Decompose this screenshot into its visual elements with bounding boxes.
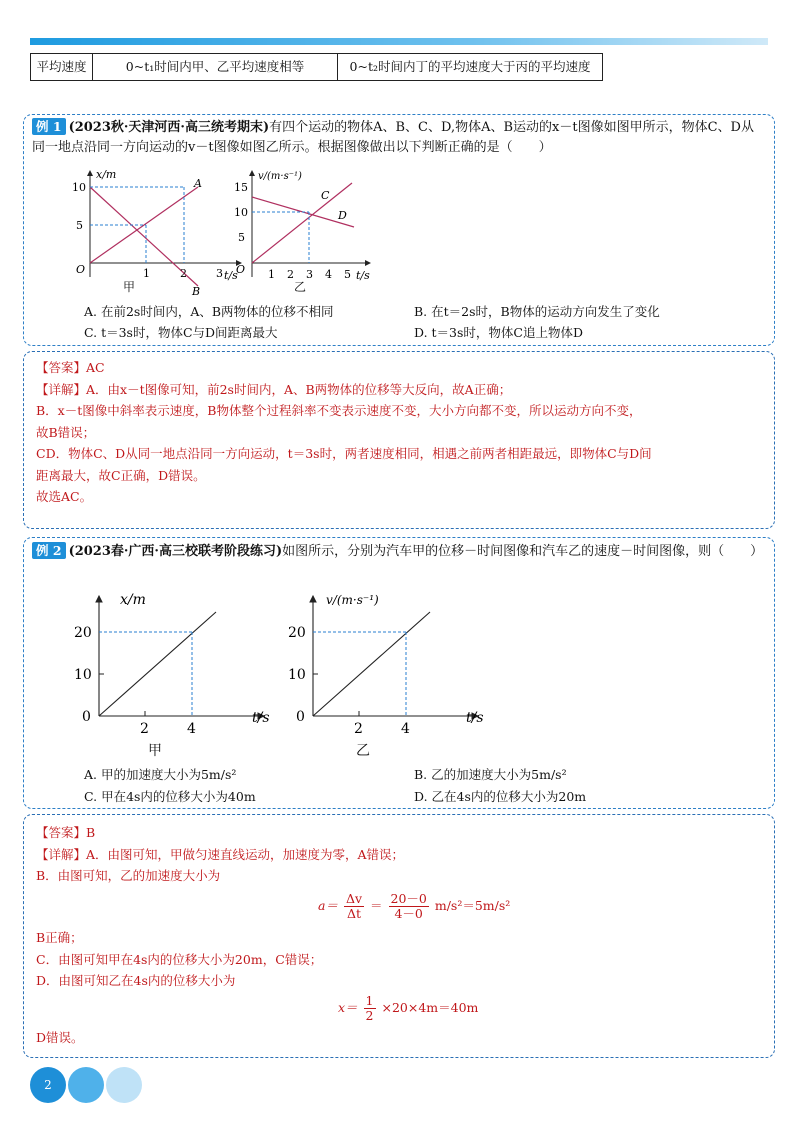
- x-tick-5: 5: [344, 268, 351, 281]
- table-cell-right: 0~t₂时间内丁的平均速度大于丙的平均速度: [338, 54, 603, 81]
- graph-4-caption: 乙: [356, 743, 370, 759]
- line-v: [313, 612, 430, 716]
- answer-1-line-1: 【答案】AC: [36, 360, 105, 375]
- decor-circle-3: [106, 1067, 142, 1103]
- summary-table: [30, 53, 603, 81]
- answer-2-mid: [36, 927, 322, 992]
- answer-1-line-5: CD．物体C、D从同一地点沿同一方向运动，t＝3s时，两者速度相同，相遇之前两者相距最远，即物体C与D间: [36, 446, 652, 461]
- label-d: D: [338, 209, 347, 222]
- y-label: v/(m·s⁻¹): [258, 171, 302, 182]
- x-tick-4: 4: [325, 268, 332, 281]
- frac-2-num: 20－0: [390, 891, 427, 906]
- x-tick-2: 2: [287, 268, 294, 281]
- formula-acceleration: [318, 892, 510, 921]
- question-2-box: [23, 537, 775, 809]
- x-tick-2: 2: [180, 267, 187, 280]
- x-label: t/s: [356, 269, 370, 282]
- answer-1: [36, 357, 652, 508]
- graph-3-caption: 甲: [148, 743, 162, 759]
- answer-2-line-5: C．由图可知甲在4s内的位移大小为20m，C错误；: [36, 951, 323, 967]
- graph-1-caption: 甲: [123, 280, 136, 294]
- graph-x-t-q2: [74, 590, 274, 740]
- y-tick-10: 10: [288, 667, 306, 683]
- option-b[interactable]: B. 在t＝2s时，B物体的运动方向发生了变化: [414, 304, 660, 319]
- question-2-source: (2023春·广西·高三校联考阶段练习): [68, 544, 283, 559]
- answer-2-top: [36, 822, 404, 887]
- frac-1-den: Δt: [346, 906, 362, 921]
- answer-1-line-3: B．x－t图像中斜率表示速度，B物体整个过程斜率不变表示速度不变，大小方向都不变，所以运动方向不变，: [36, 403, 642, 418]
- answer-2-line-3: B．由图可知，乙的加速度大小为: [36, 868, 221, 883]
- answer-2-bottom: [36, 1027, 84, 1049]
- answer-2-line-7: D错误。: [36, 1030, 84, 1045]
- formula-1-eq: ＝: [370, 898, 383, 913]
- graph-2-caption: 乙: [294, 280, 307, 294]
- question-2-stem: [32, 542, 766, 562]
- question-1-badge: 例 1: [32, 118, 66, 135]
- question-1-source: (2023秋·天津河西·高三统考期末): [68, 120, 270, 135]
- y-tick-15: 15: [234, 181, 248, 194]
- option-d[interactable]: D. 乙在4s内的位移大小为20m: [414, 789, 587, 804]
- y-tick-10: 10: [234, 206, 248, 219]
- y-tick-20: 20: [288, 625, 306, 641]
- question-1-stem: [32, 118, 766, 158]
- decor-circle-2: [68, 1067, 104, 1103]
- answer-1-line-2: 【详解】A．由x－t图像可知，前2s时间内，A、B两物体的位移等大反向，故A正确；: [36, 381, 512, 397]
- x-tick-3: 3: [216, 267, 223, 280]
- option-b[interactable]: B. 乙的加速度大小为5m/s²: [414, 767, 567, 782]
- origin: O: [236, 263, 246, 276]
- y-tick-5: 5: [76, 219, 83, 232]
- x-tick-3: 3: [306, 268, 313, 281]
- frac-1-num: Δv: [345, 891, 363, 906]
- answer-1-line-4: 故B错误；: [36, 424, 96, 440]
- graph-v-t-q1: [230, 167, 380, 289]
- x-tick-2: 2: [354, 721, 363, 737]
- option-d[interactable]: D. t＝3s时，物体C追上物体D: [414, 325, 584, 340]
- x-tick-1: 1: [143, 267, 150, 280]
- header-bar: [30, 38, 768, 45]
- origin: 0: [296, 709, 305, 725]
- formula-1-frac-2: [389, 892, 429, 921]
- y-label: v/(m·s⁻¹): [326, 593, 379, 607]
- graph-x-t-q1: [66, 167, 246, 297]
- line-c: [252, 183, 352, 263]
- formula-1-right: m/s²＝5m/s²: [434, 898, 511, 913]
- label-a: A: [194, 177, 202, 190]
- option-a[interactable]: A. 在前2s时间内，A、B两物体的位移不相同: [84, 304, 334, 319]
- y-label: x/m: [96, 168, 117, 181]
- answer-1-line-6: 距离最大，故C正确，D错误。: [36, 467, 206, 483]
- origin: 0: [82, 709, 91, 725]
- option-c[interactable]: C. 甲在4s内的位移大小为40m: [84, 789, 256, 804]
- page-number: 2: [44, 1078, 52, 1092]
- formula-2-left: x＝: [338, 1000, 358, 1015]
- label-c: C: [321, 189, 330, 202]
- y-label: x/m: [120, 592, 146, 608]
- formula-2-right: ×20×4m＝40m: [381, 1000, 479, 1015]
- frac-3-num: 1: [365, 993, 374, 1008]
- y-tick-10: 10: [74, 667, 92, 683]
- x-label: t/s: [224, 269, 238, 282]
- y-tick-20: 20: [74, 625, 92, 641]
- answer-1-line-7: 故选AC。: [36, 489, 93, 504]
- table-cell-label: 平均速度: [31, 54, 93, 81]
- question-2-text: 如图所示，分别为汽车甲的位移－时间图像和汽车乙的速度－时间图像，则（ ）: [282, 544, 764, 559]
- frac-2-den: 4－0: [394, 906, 423, 921]
- answer-2-line-2: 【详解】A．由图可知，甲做匀速直线运动，加速度为零，A错误；: [36, 846, 405, 862]
- table-cell-left: 0~t₁时间内甲、乙平均速度相等: [93, 54, 338, 81]
- answer-2-line-6: D．由图可知乙在4s内的位移大小为: [36, 973, 236, 988]
- origin: O: [76, 263, 86, 276]
- formula-1-left: a＝: [318, 898, 338, 913]
- y-tick-5: 5: [238, 231, 245, 244]
- x-label: t/s: [252, 710, 270, 726]
- line-x: [99, 612, 216, 716]
- formula-2-frac: [364, 994, 376, 1023]
- page-number-badge: [30, 1067, 66, 1103]
- answer-2-line-4: B正确；: [36, 930, 83, 945]
- frac-3-den: 2: [365, 1008, 374, 1023]
- x-label: t/s: [466, 710, 484, 726]
- question-2-badge: 例 2: [32, 542, 66, 559]
- option-a[interactable]: A. 甲的加速度大小为5m/s²: [84, 767, 237, 782]
- x-tick-2: 2: [140, 721, 149, 737]
- question-1-text: 有四个运动的物体A、B、C、D,物体A、B运动的x－t图像如图甲所示，物体C、D从同一地点沿同一方向运动的v－t图像如图乙所示。根据图像做出以下判断正确的是（ ）: [32, 120, 754, 155]
- x-tick-4: 4: [187, 721, 196, 737]
- x-tick-4: 4: [401, 721, 410, 737]
- formula-1-frac-1: [344, 892, 364, 921]
- option-c[interactable]: C. t＝3s时，物体C与D间距离最大: [84, 325, 278, 340]
- formula-displacement: [338, 994, 478, 1023]
- x-tick-1: 1: [268, 268, 275, 281]
- answer-2-line-1: 【答案】B: [36, 825, 96, 840]
- graph-v-t-q2: [288, 590, 488, 740]
- question-1-box: [23, 114, 775, 346]
- y-tick-10: 10: [72, 181, 86, 194]
- label-b: B: [192, 285, 201, 297]
